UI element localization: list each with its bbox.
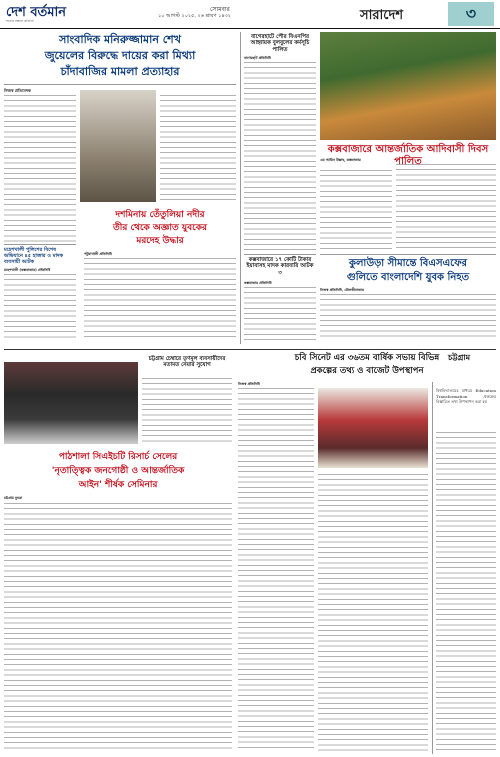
border-body bbox=[320, 294, 496, 340]
border-headline-2: গুলিতে বাংলাদেশি যুবক নিহত bbox=[346, 272, 470, 283]
logo-tagline: সত্যের সন্ধানে প্রতিদিন bbox=[6, 19, 34, 23]
journalist-headline-1: সাংবাদিক মনিরুজ্জামান শেখ bbox=[59, 33, 181, 46]
pourasava-body bbox=[244, 62, 316, 252]
mahasthan-byline: মহেশখালী (কক্সবাজার) প্রতিনিধি bbox=[4, 268, 51, 272]
journalist-headline-2: জুয়েলের বিরুদ্ধে দায়ের করা মিথ্যা bbox=[44, 49, 196, 62]
seminar-headline-1: পাঠশালা সিএইচটি রিসার্চ সেলের bbox=[58, 452, 178, 462]
drug-byline: কক্সবাজার প্রতিনিধি bbox=[244, 281, 272, 285]
seminar-headline-3: আইন' শীর্ষক সেমিনার bbox=[78, 480, 158, 490]
drug-headline: কক্সবাজারে ১৭ কোটি টাকার ইয়াবাসহ মাদক কারবারি আটক ৩ bbox=[246, 257, 314, 276]
pourasava-headline: বাগেরহাটে পৌর বিএনপির আহ্বায়ক বুলবুলের কর্মসূচি পালিত bbox=[250, 34, 310, 53]
seminar-body bbox=[4, 503, 232, 752]
adibashi-body bbox=[396, 164, 496, 250]
newspaper-logo: দেশ বর্তমান bbox=[6, 5, 67, 20]
adibashi-photo bbox=[320, 32, 496, 140]
page-number-badge: ৩ bbox=[448, 2, 494, 26]
journalist-body-col3 bbox=[160, 95, 236, 203]
journalist-body-col1 bbox=[4, 95, 76, 242]
seminar-byline: চট্টগ্রাম ব্যুরো bbox=[4, 496, 23, 500]
section-title: সারাদেশ bbox=[360, 8, 404, 23]
adibashi-byline: এম আমিন উল্লাহ, কক্সবাজার bbox=[320, 158, 361, 162]
border-headline-1: কুলাউড়া সীমান্তে বিএসএফের bbox=[348, 258, 468, 269]
cvasu-headline-1: চবি সিনেট এর ৩৬তম বার্ষিক সভায় বিভিন্ন bbox=[294, 353, 440, 363]
right-brief-body bbox=[436, 432, 496, 752]
teetulia-headline-1: দশমিনায় তেঁতুলিয়া নদীর bbox=[115, 210, 205, 220]
journalist-photo bbox=[80, 90, 156, 202]
header-day: সোমবার bbox=[210, 6, 230, 13]
cvasu-body-col1 bbox=[238, 388, 314, 752]
teetulia-body bbox=[84, 258, 236, 340]
cvasu-headline-2: প্রকল্পের তথ্য ও বাজেট উপস্থাপন bbox=[310, 366, 424, 376]
seminar-headline-2: 'নৃতাত্ত্বিক জনগোষ্ঠী ও আন্তর্জাতিক bbox=[51, 466, 185, 476]
chattogram-label: চট্টগ্রাম bbox=[448, 353, 471, 362]
mahasthan-body bbox=[4, 274, 76, 340]
journalist-headline-3: চাঁদাবাজির মামলা প্রত্যাহার bbox=[60, 65, 180, 78]
right-brief: বিশ্ববিদ্যালয়ের মাধ্যমে Education Transformation প্রকল্পের বিস্তারিত তথ্য উপস্থাপন করা হয় bbox=[436, 388, 496, 404]
seminar-photo bbox=[4, 362, 138, 444]
masthead bbox=[0, 0, 500, 29]
mahasthan-headline: মহেশখালী পুলিশের বিশেষ অভিযানে ৪৫ হাজার ও মাদক ব্যবসায়ী আটক bbox=[4, 247, 64, 265]
teetulia-byline: পটুয়াখালী প্রতিনিধি bbox=[84, 252, 112, 256]
pourasava-byline: বাগেরহাট প্রতিনিধি bbox=[244, 56, 271, 60]
cvasu-body-col2 bbox=[318, 474, 428, 752]
teetulia-headline-3: মরদেহ উদ্ধার bbox=[136, 236, 184, 246]
journalist-byline: নিজস্ব প্রতিবেদক bbox=[4, 88, 31, 93]
border-byline: নিজস্ব প্রতিনিধি, মৌলভীবাজার bbox=[320, 288, 364, 292]
teetulia-headline-2: তীর থেকে অজ্ঞাত যুবকের bbox=[113, 223, 207, 233]
adibashi-headline: কক্সবাজারে আন্তর্জাতিক আদিবাসী দিবস পালিত bbox=[327, 144, 489, 167]
chamber-headline: চট্টগ্রাম চেম্বারে তৃণমূল ব্যবসায়ীদের মতামত নেয়ার সুযোগ bbox=[148, 356, 226, 369]
drug-body bbox=[244, 287, 316, 340]
pourasava-body-2 bbox=[320, 170, 392, 250]
cvasu-photo bbox=[318, 388, 428, 468]
chamber-body bbox=[142, 378, 232, 442]
header-date: ১০ আগস্ট ২০২৫, ২৬ শ্রাবণ ১৪৩২ bbox=[158, 13, 232, 19]
cvasu-byline: নিজস্ব প্রতিনিধি bbox=[238, 382, 260, 386]
